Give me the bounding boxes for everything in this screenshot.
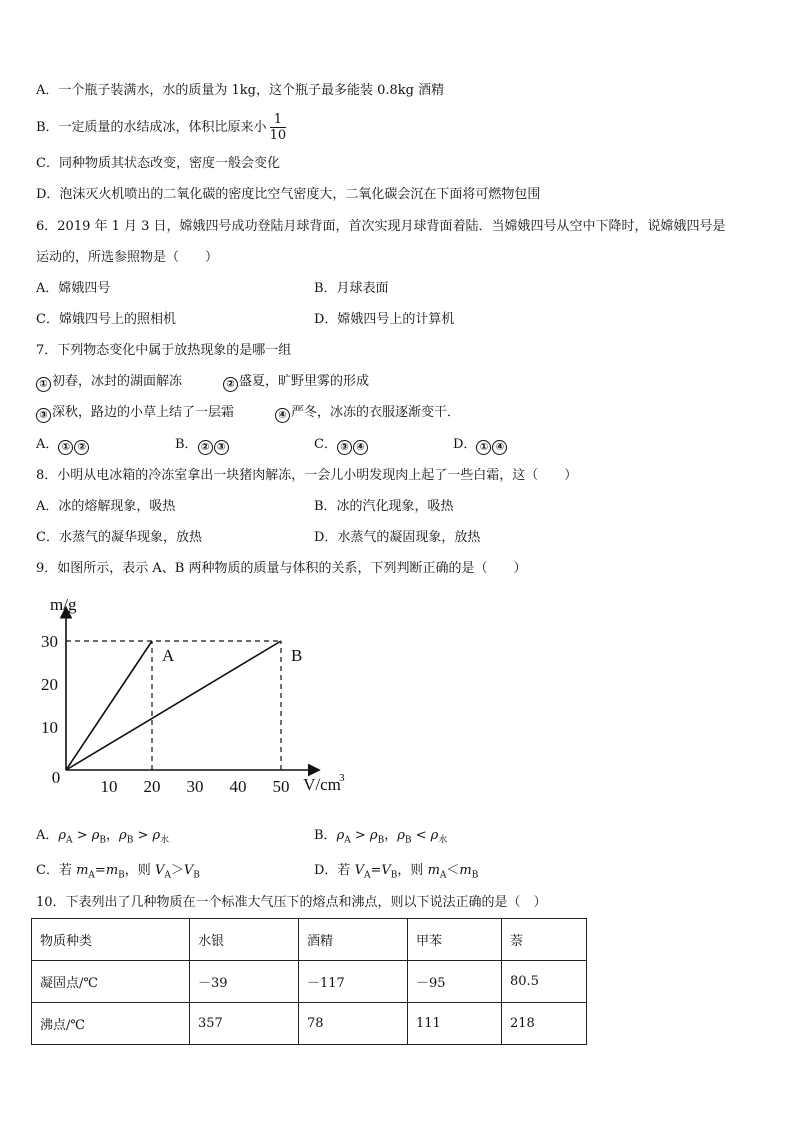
circled-number: ④ <box>492 440 507 455</box>
q6-option-d: D．嫦娥四号上的计算机 <box>314 312 455 327</box>
subscript: B <box>390 870 398 881</box>
x-axis-label-exponent: 3 <box>339 772 345 784</box>
operator: > <box>354 828 366 843</box>
q5-option-b-text: B．一定质量的水结成冰，体积比原来小 <box>36 120 267 135</box>
subscript: A <box>363 870 371 881</box>
separator: ， <box>124 863 138 878</box>
option-d-then: 则 <box>410 863 424 878</box>
subscript: B <box>377 835 385 846</box>
q8-option-d: D．水蒸气的凝固现象，放热 <box>314 530 481 545</box>
separator: ， <box>397 863 411 878</box>
subscript: A <box>66 835 73 846</box>
option-c-prefix: C．若 <box>36 863 72 878</box>
table-cell: －95 <box>408 961 502 1003</box>
q6-option-b: B．月球表面 <box>314 281 389 296</box>
circled-number: ② <box>223 377 238 392</box>
variable: m <box>427 863 440 878</box>
x-tick-label: 50 <box>272 777 290 796</box>
subscript: B <box>126 835 134 846</box>
subscript: 水 <box>160 835 170 846</box>
q7-item-2-text: 盛夏，旷野里雾的形成 <box>239 374 370 389</box>
q7-item-4-text: 严冬，冰冻的衣服逐渐变干． <box>291 405 461 420</box>
q5-option-a: A．一个瓶子装满水，水的质量为 1kg，这个瓶子最多能装 0.8kg 酒精 <box>36 83 445 98</box>
q6-option-c: C．嫦娥四号上的照相机 <box>36 312 176 327</box>
option-c-then: 则 <box>137 863 151 878</box>
table-row <box>32 961 587 1003</box>
fraction <box>270 112 287 143</box>
q8-option-a: A．冰的熔解现象，吸热 <box>36 499 176 514</box>
option-label: B． <box>175 437 198 452</box>
operator: < <box>415 828 427 843</box>
table-cell: 218 <box>502 1003 587 1045</box>
q7-item-1 <box>36 373 182 392</box>
subscript: B <box>404 835 412 846</box>
q7-item-4 <box>275 404 460 423</box>
subscript: A <box>344 835 351 846</box>
q7-option-d <box>453 436 508 455</box>
variable: m <box>459 863 472 878</box>
circled-number: ① <box>58 440 73 455</box>
q10-stem: 10．下表列出了几种物质在一个标准大气压下的熔点和沸点，则以下说法正确的是（ ） <box>36 895 547 910</box>
rho-symbol: ρ <box>430 828 439 843</box>
table-cell: －39 <box>190 961 299 1003</box>
table-cell: 凝固点/℃ <box>32 961 190 1003</box>
q7-stem: 7．下列物态变化中属于放热现象的是哪一组 <box>36 343 292 358</box>
series-label-b: B <box>291 646 303 665</box>
x-tick-label: 10 <box>100 777 118 796</box>
q6-stem-line2: 运动的，所选参照物是（ ） <box>36 250 219 265</box>
operator: ＞ <box>170 863 184 878</box>
table-header-cell: 物质种类 <box>32 919 190 961</box>
subscript: B <box>99 835 107 846</box>
series-label-a: A <box>162 646 175 665</box>
option-label: C． <box>314 437 337 452</box>
table-row <box>32 1003 587 1045</box>
q5-option-b <box>36 112 286 143</box>
table-cell: －117 <box>299 961 408 1003</box>
q8-option-b: B．冰的汽化现象，吸热 <box>314 499 454 514</box>
table-header-cell: 水银 <box>190 919 299 961</box>
separator: ， <box>106 828 120 843</box>
option-label: A． <box>36 828 59 843</box>
circled-number: ① <box>36 377 51 392</box>
subscript: B <box>471 870 479 881</box>
x-tick-label: 40 <box>229 777 247 796</box>
table-header-row <box>32 919 587 961</box>
q6-stem-line1: 6．2019 年 1 月 3 日，嫦娥四号成功登陆月球背面，首次实现月球背面着陆．当嫦娥四号从空中下降时，说嫦娥四号是 <box>36 219 726 234</box>
q9-option-a <box>36 827 169 850</box>
y-tick-label: 20 <box>41 675 58 694</box>
separator: ， <box>384 828 398 843</box>
operator: > <box>76 828 88 843</box>
x-tick-label: 30 <box>186 777 204 796</box>
variable: V <box>183 863 194 878</box>
y-tick-label: 10 <box>41 718 58 737</box>
fraction-numerator: 1 <box>270 112 287 128</box>
subscript: 水 <box>438 835 448 846</box>
q8-stem: 8．小明从电冰箱的冷冻室拿出一块猪肉解冻，一会儿小明发现肉上起了一些白霜，这（ ） <box>36 468 578 483</box>
q5-option-c: C．同种物质其状态改变，密度一般会变化 <box>36 156 280 171</box>
variable: V <box>354 863 364 878</box>
q8-option-c: C．水蒸气的凝华现象，放热 <box>36 530 202 545</box>
rho-symbol: ρ <box>119 828 127 843</box>
circled-number: ② <box>198 440 213 455</box>
y-axis-label: m/g <box>50 595 77 614</box>
table-header-cell: 萘 <box>502 919 587 961</box>
q6-option-a: A．嫦娥四号 <box>36 281 111 296</box>
melting-boiling-table <box>31 918 587 1045</box>
q7-item-3 <box>36 404 234 423</box>
q9-option-b <box>314 827 447 850</box>
origin-label: 0 <box>51 768 61 787</box>
operator: ＜ <box>446 863 460 878</box>
rho-symbol: ρ <box>369 828 378 843</box>
rho-symbol: ρ <box>58 828 67 843</box>
option-label: A． <box>36 437 59 452</box>
q7-item-1-text: 初春，冰封的湖面解冻 <box>52 374 183 389</box>
subscript: B <box>193 870 200 881</box>
option-label: D． <box>453 437 477 452</box>
operator: = <box>370 863 382 878</box>
series-line-a <box>66 641 152 770</box>
q7-option-b <box>175 436 230 455</box>
rho-symbol: ρ <box>336 828 345 843</box>
q7-option-a <box>36 436 90 455</box>
table-cell: 80.5 <box>502 961 587 1003</box>
rho-symbol: ρ <box>91 828 100 843</box>
option-d-prefix: D．若 <box>314 863 351 878</box>
variable: V <box>381 863 391 878</box>
circled-number: ③ <box>337 440 352 455</box>
table-cell: 357 <box>190 1003 299 1045</box>
circled-number: ③ <box>36 408 51 423</box>
x-axis-label: V/cm <box>303 775 341 794</box>
circled-number: ④ <box>275 408 290 423</box>
q7-option-c <box>314 436 369 455</box>
circled-number: ② <box>74 440 89 455</box>
table-cell: 78 <box>299 1003 408 1045</box>
option-label: B． <box>314 828 337 843</box>
q5-option-d: D．泡沫灭火机喷出的二氧化碳的密度比空气密度大，二氧化碳会沉在下面将可燃物包围 <box>36 187 541 202</box>
mass-volume-chart <box>36 593 366 803</box>
circled-number: ① <box>476 440 491 455</box>
rho-symbol: ρ <box>152 828 161 843</box>
subscript: A <box>164 870 171 881</box>
q9-option-c <box>36 862 200 885</box>
variable: V <box>154 863 165 878</box>
variable: m <box>76 863 89 878</box>
q9-option-d <box>314 862 478 885</box>
fraction-denominator: 10 <box>269 128 287 143</box>
circled-number: ④ <box>353 440 368 455</box>
table-header-cell: 酒精 <box>299 919 408 961</box>
rho-symbol: ρ <box>397 828 405 843</box>
q9-stem: 9．如图所示，表示 A、B 两种物质的质量与体积的关系，下列判断正确的是（ ） <box>36 561 527 576</box>
table-cell: 沸点/℃ <box>32 1003 190 1045</box>
operator: = <box>94 863 106 878</box>
x-tick-label: 20 <box>143 777 161 796</box>
subscript: B <box>118 870 125 881</box>
q7-item-2 <box>223 373 369 392</box>
subscript: A <box>439 870 447 881</box>
y-tick-label: 30 <box>41 632 58 651</box>
operator: > <box>137 828 149 843</box>
subscript: A <box>88 870 95 881</box>
variable: m <box>105 863 119 878</box>
table-header-cell: 甲苯 <box>408 919 502 961</box>
q7-item-3-text: 深秋，路边的小草上结了一层霜 <box>52 405 235 420</box>
circled-number: ③ <box>214 440 229 455</box>
table-cell: 111 <box>408 1003 502 1045</box>
